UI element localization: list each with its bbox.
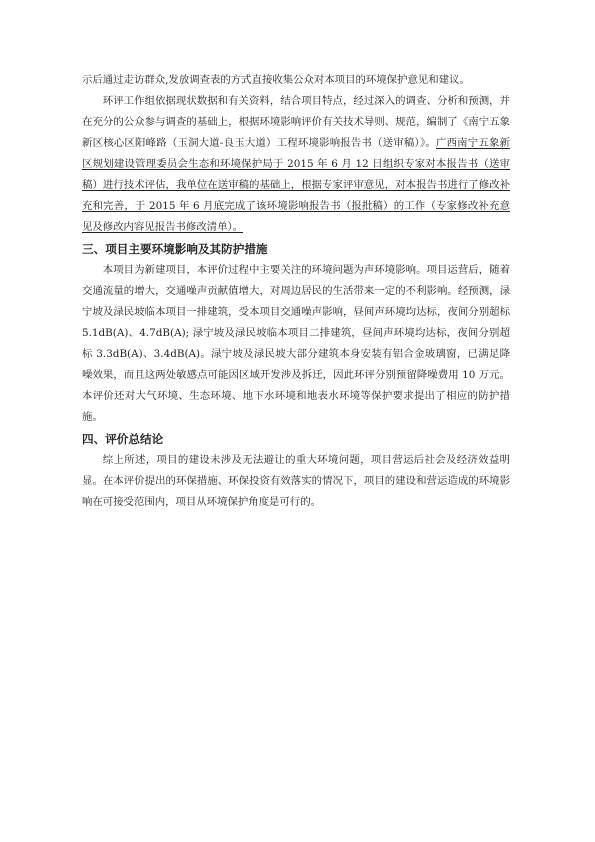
intro-paragraph-continued: 示后通过走访群众,发放调查表的方式直接收集公众对本项目的环境保护意见和建议。 xyxy=(82,74,470,86)
intro-paragraph-report-preparation xyxy=(82,91,510,238)
expert-review-revision-text: 广西南宁五象新区规划建设管理委员会生态和环境保护局于 2015 年 6 月 12 日组织专家对本报告书（送审稿）进行技术评估，我单位在送审稿的基础上，根据专家评审意见，对本报告书进行了修改补充和完善，于 2015 年 6 月底完成了该环境影响报告书（报批稿）的工作（专家修改补充意见及修改内容见报告书修改清单）。 xyxy=(82,137,511,233)
section-3-body: 本项目为新建项目，本评价过程中主要关注的环境问题为声环境影响。项目运营后，随着交通流量的增大，交通噪声贡献值增大，对周边居民的生活带来一定的不利影响。经预测，渌宁坡及渌民坡临本项目一排建筑，受本项目交通噪声影响，昼间声环境均达标，夜间分别超标 5.1dB(A)、4.7dB(A); 渌宁坡及渌民坡临本项目二排建筑，昼间声环境均达标，夜间分别超标 3.3dB(A)、3.4dB(A)。渌宁坡及渌民坡大部分建筑本身安装有铝合金玻璃窗，已满足降噪效果，而且这两处敏感点可能因区域开发涉及拆迁，因此环评分别预留降噪费用 10 万元。本评价还对大气环境、生态环境、地下水环境和地表水环境等保护要求提出了相应的防护措施。 xyxy=(82,264,510,423)
section-4-body: 综上所述，项目的建设未涉及无法避让的重大环境问题，项目营运后社会及经济效益明显。在本评价提出的环保措施、环保投资有效落实的情况下，项目的建设和营运造成的环境影响在可接受范围内，项目从环境保护角度是可行的。 xyxy=(82,454,510,508)
report-preparation-text: 环评工作组依据现状数据和有关资料，结合项目特点，经过深入的调查、分析和预测，并在充分的公众参与调查的基础上，根据环境影响评价有关技术导则、规范，编制了《南宁五象新区核心区阳峰路（玉洞大道-良玉大道）工程环境影响报告书（送审稿）》。 xyxy=(82,95,510,149)
document-page xyxy=(82,70,510,513)
section-3-heading: 三、项目主要环境影响及其防护措施 xyxy=(82,242,268,256)
section-4-heading: 四、评价总结论 xyxy=(82,432,164,446)
